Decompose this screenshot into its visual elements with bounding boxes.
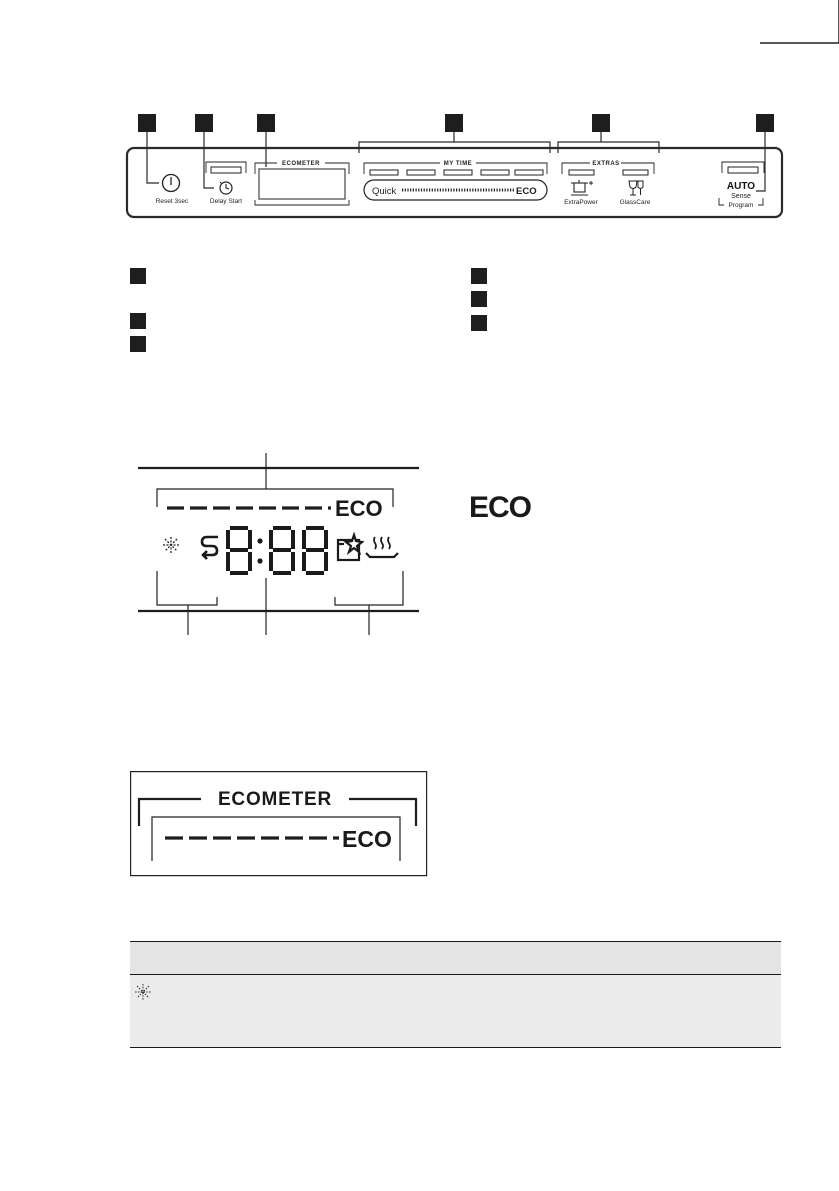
ecometer-title: ECOMETER (217, 789, 333, 810)
callout-marker-icon (138, 114, 156, 132)
ecometer-eco-label: ECO (342, 826, 392, 852)
eco-symbol: ECO (469, 491, 532, 524)
ecometer-figure (130, 771, 428, 877)
extras-label: EXTRAS (592, 161, 620, 167)
table-header-row (130, 942, 781, 975)
callout-marker-icon (756, 114, 774, 132)
my-time-label: MY TIME (443, 161, 473, 167)
legend-marker (471, 268, 487, 284)
drying-icon (366, 537, 398, 557)
callout-marker-icon (195, 114, 213, 132)
legend-marker (471, 315, 487, 331)
glasscare-label: GlassCare (619, 199, 651, 206)
display-figure (130, 445, 430, 635)
legend-marker (471, 291, 487, 307)
ecometer-label-small: ECOMETER (281, 161, 321, 167)
sense-label: Sense (731, 193, 751, 200)
callout-marker-icon (257, 114, 275, 132)
rinse-aid-icon (132, 981, 154, 1003)
eco-label-small: ECO (516, 186, 537, 197)
reset-label: Reset 3sec (155, 198, 189, 205)
program-label: Program (728, 202, 754, 209)
legend-marker (130, 313, 146, 329)
time-digits (226, 526, 328, 575)
quick-label: Quick (372, 186, 397, 197)
legend-marker (130, 336, 146, 352)
rinse-aid-icon (163, 537, 179, 553)
callout-marker-icon (592, 114, 610, 132)
table-row (130, 975, 781, 1048)
salt-refill-icon (202, 537, 218, 559)
legend-marker (130, 268, 146, 284)
display-eco-label: ECO (335, 496, 383, 521)
auto-label[interactable]: AUTO (726, 181, 756, 192)
cut-line (760, 0, 839, 80)
indicator-table (130, 941, 781, 1048)
extrapower-label: ExtraPower (564, 199, 598, 206)
callout-marker-icon (445, 114, 463, 132)
machine-care-icon (338, 535, 362, 560)
delay-start-label: Delay Start (209, 198, 243, 205)
control-panel-figure (110, 105, 800, 230)
